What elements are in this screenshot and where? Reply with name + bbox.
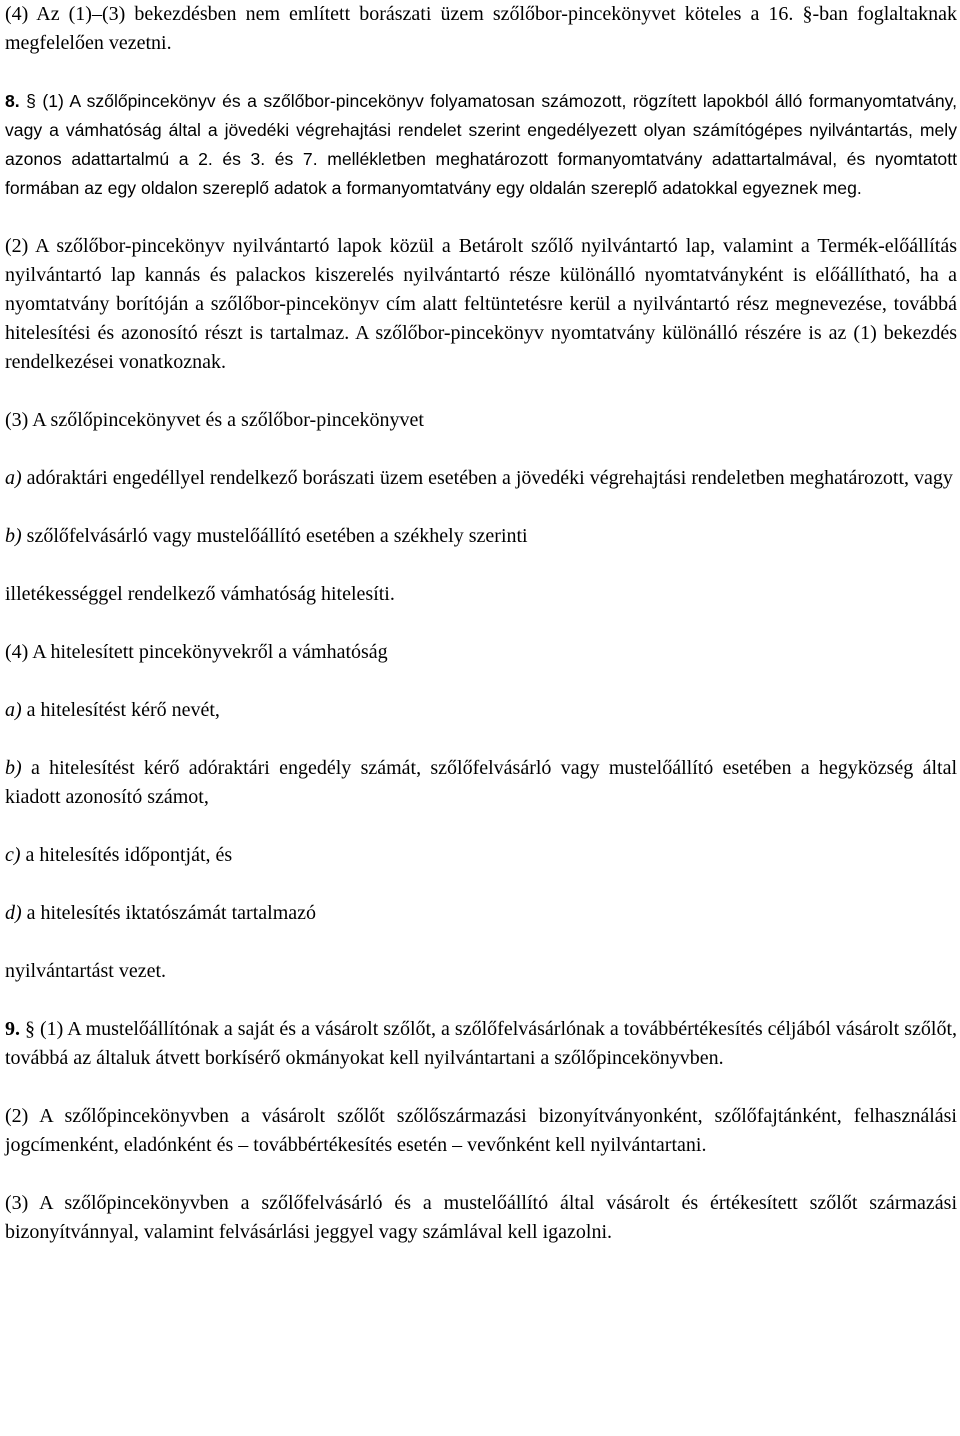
section-9-paragraph-3: (3) A szőlőpincekönyvben a szőlőfelvásárló és a mustelőállító által vásárolt és értékesített szőlőt származási bizonyítvánnyal, valamint felvásárlási jeggyel vagy számlával kell igazolni. (5, 1192, 957, 1243)
item-b-marker: b) (5, 757, 22, 779)
section-8-paragraph-3: (3) A szőlőpincekönyvet és a szőlőbor-pincekönyvet (5, 409, 424, 431)
section-9-paragraph-2: (2) A szőlőpincekönyvben a vásárolt szőlőt szőlőszármazási bizonyítványonként, szőlőfajtánként, felhasználási jogcímenként, eladónként és – továbbértékesítés esetén – vevőnként kell nyilvántartani. (5, 1105, 957, 1156)
section-9-paragraph-1-text: § (1) A mustelőállítónak a saját és a vásárolt szőlőt, a szőlőfelvásárlónak a továbbértékesítés céljából vásárolt szőlőt, továbbá az általuk átvett borkísérő okmányokat kell nyilvántartani a szőlőpincekönyvben. (5, 1018, 957, 1069)
item-b-text: szőlőfelvásárló vagy mustelőállító esetében a székhely szerinti (21, 525, 528, 547)
section-8-paragraph-3-tail: illetékességgel rendelkező vámhatóság hitelesíti. (5, 583, 395, 605)
item-b-marker: b) (5, 525, 22, 547)
section-8-number: 8. (5, 91, 20, 111)
section-8-paragraph-3-item-a (5, 464, 957, 493)
section-8-paragraph-4-item-a (5, 696, 957, 725)
section-9-number: 9. (5, 1018, 20, 1040)
section-8-paragraph-4: (4) A hitelesített pincekönyvekről a vámhatóság (5, 641, 388, 663)
section-8-paragraph-1 (5, 87, 957, 203)
section-8-paragraph-4-item-b (5, 754, 957, 812)
item-d-marker: d) (5, 902, 22, 924)
section-8-paragraph-2: (2) A szőlőbor-pincekönyv nyilvántartó lapok közül a Betárolt szőlő nyilvántartó lap, valamint a Termék-előállítás nyilvántartó lap kannás és palackos kiszerelés nyilvántartó része különálló nyomtatványként is előállítható, ha a nyomtatvány borítóján a szőlőbor-pincekönyv cím alatt feltüntetésre kerül a nyilvántartó rész megnevezése, továbbá hitelesítési és azonosító részt is tartalmaz. A szőlőbor-pincekönyv nyomtatvány különálló részére is az (1) bekezdés rendelkezései vonatkoznak. (5, 235, 957, 373)
document-page (5, 0, 957, 1247)
item-c-marker: c) (5, 844, 21, 866)
section-8-paragraph-1-text: § (1) A szőlőpincekönyv és a szőlőbor-pincekönyv folyamatosan számozott, rögzített lapokból álló formanyomtatvány, vagy a vámhatóság által a jövedéki végrehajtási rendelet szerint engedélyezett olyan számítógépes nyilvántartás, mely azonos adattartalmú a 2. és 3. és 7. mellékletben meghatározott formanyomtatvány adattartalmával, és nyomtatott formában az egy oldalon szereplő adatok a formanyomtatvány egy oldalán szereplő adatokkal egyeznek meg. (5, 91, 957, 198)
section-8-paragraph-4-item-d (5, 899, 957, 928)
section-9-paragraph-1 (5, 1015, 957, 1073)
item-a-marker: a) (5, 467, 22, 489)
section-8-paragraph-4-item-c (5, 841, 957, 870)
item-a-text: a hitelesítést kérő nevét, (21, 699, 220, 721)
paragraph-4-intro: (4) Az (1)–(3) bekezdésben nem említett borászati üzem szőlőbor-pincekönyvet köteles a 16. §-ban foglaltaknak megfelelően vezetni. (5, 3, 957, 54)
item-c-text: a hitelesítés időpontját, és (20, 844, 233, 866)
item-a-text: adóraktári engedéllyel rendelkező borászati üzem esetében a jövedéki végrehajtási rendeletben meghatározott, vagy (21, 467, 953, 489)
item-d-text: a hitelesítés iktatószámát tartalmazó (21, 902, 316, 924)
section-8-paragraph-4-tail: nyilvántartást vezet. (5, 960, 167, 982)
section-8-paragraph-3-item-b (5, 522, 957, 551)
item-b-text: a hitelesítést kérő adóraktári engedély számát, szőlőfelvásárló vagy mustelőállító esetében a hegyközség által kiadott azonosító számot, (5, 757, 957, 808)
item-a-marker: a) (5, 699, 22, 721)
